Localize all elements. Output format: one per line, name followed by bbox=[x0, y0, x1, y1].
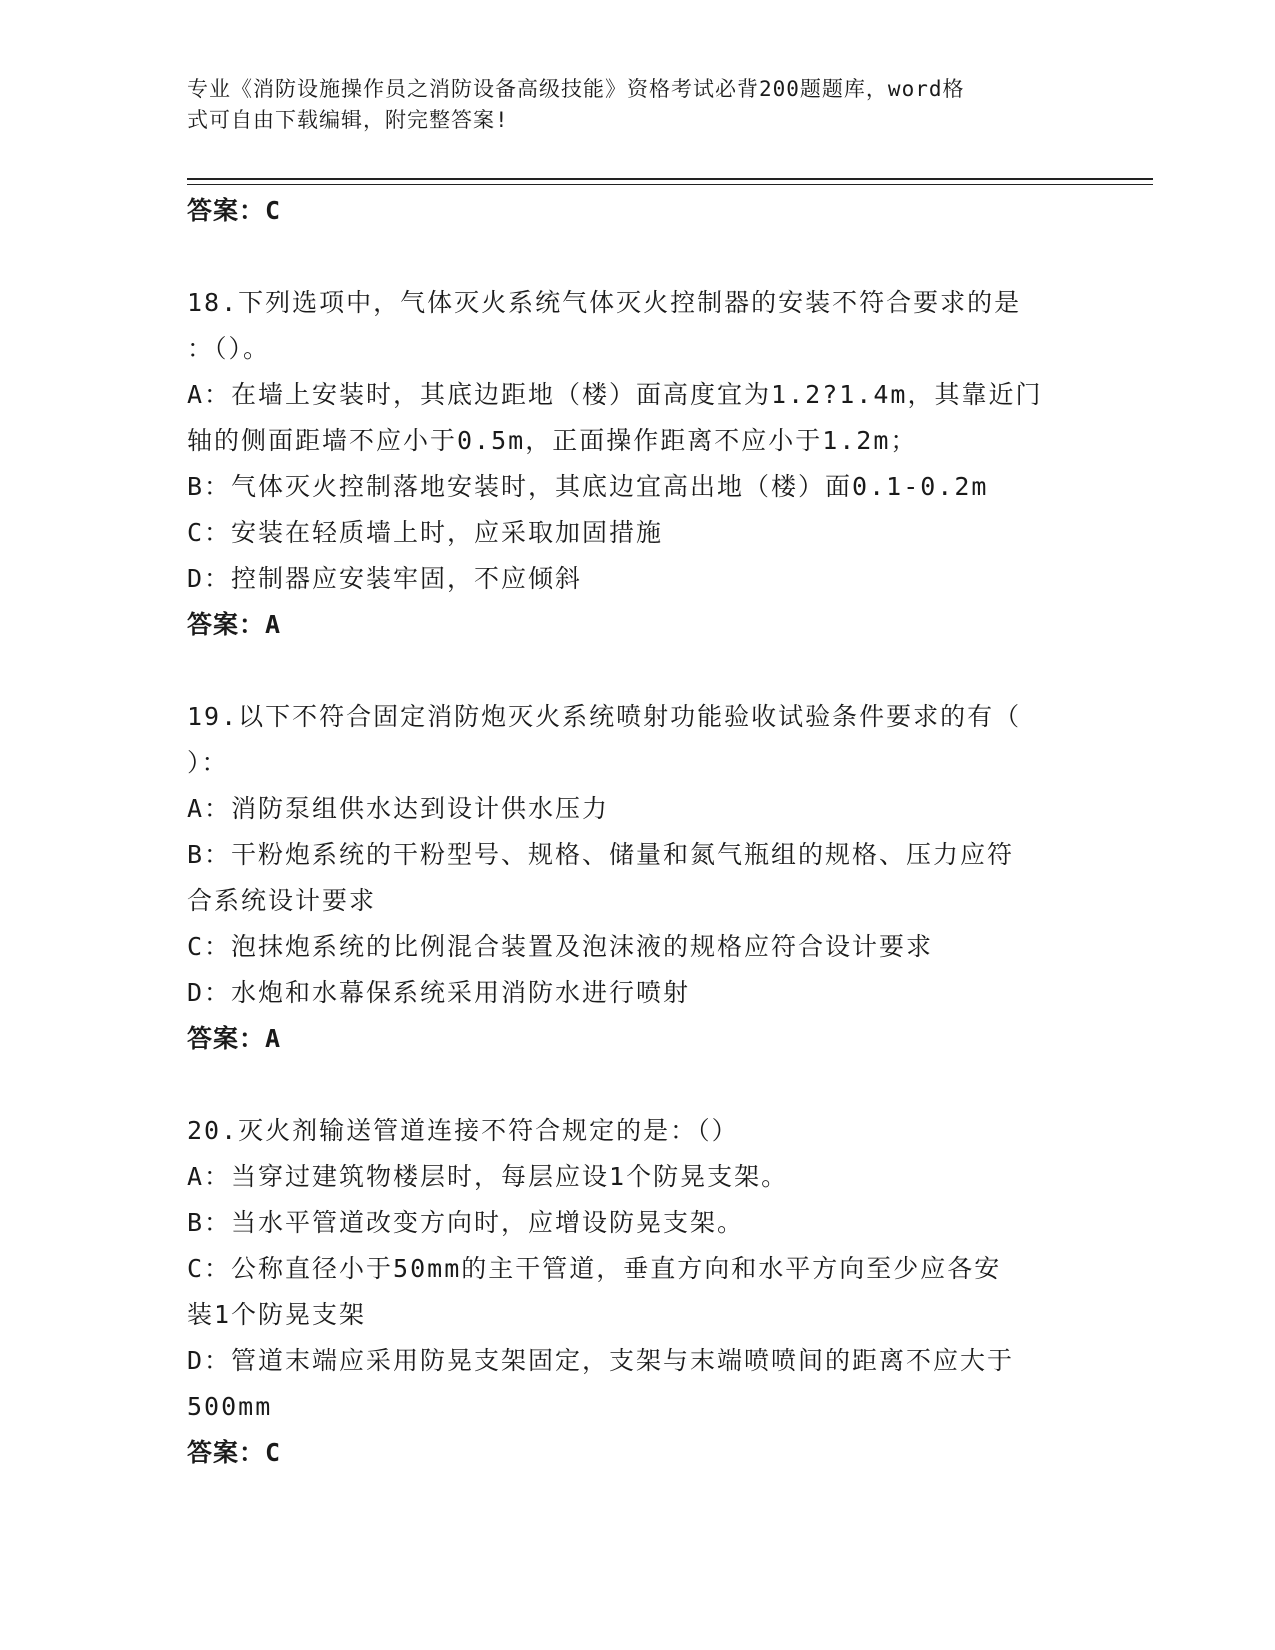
option-a: A：当穿过建筑物楼层时，每层应设1个防晃支架。 bbox=[187, 1162, 789, 1191]
option-b: B：气体灭火控制落地安装时，其底边宜高出地（楼）面0.1-0.2m bbox=[187, 472, 989, 501]
question-stem: ：（）。 bbox=[187, 334, 271, 363]
spacer bbox=[187, 648, 1087, 694]
option-a: 轴的侧面距墙不应小于0.5m，正面操作距离不应小于1.2m； bbox=[187, 426, 918, 455]
header-divider-thick bbox=[187, 178, 1153, 180]
option-d: D：控制器应安装牢固，不应倾斜 bbox=[187, 564, 583, 593]
answer-line: 答案：C bbox=[187, 1438, 282, 1467]
question-content bbox=[187, 188, 1087, 1476]
question-stem: 19.以下不符合固定消防炮灭火系统喷射功能验收试验条件要求的有（ bbox=[187, 702, 1022, 731]
option-c: C：公称直径小于50mm的主干管道，垂直方向和水平方向至少应各安 bbox=[187, 1254, 1002, 1283]
option-c: 装1个防晃支架 bbox=[187, 1300, 367, 1329]
header-line-1: 专业《消防设施操作员之消防设备高级技能》资格考试必背200题题库，word格 bbox=[187, 77, 965, 101]
spacer bbox=[187, 1062, 1087, 1108]
header-line-2: 式可自由下载编辑，附完整答案! bbox=[187, 108, 509, 132]
option-d: 500mm bbox=[187, 1392, 273, 1421]
answer-line: 答案：A bbox=[187, 1024, 282, 1053]
question-stem: ）： bbox=[187, 748, 229, 777]
answer-line: 答案：A bbox=[187, 610, 282, 639]
question-block bbox=[187, 1108, 1087, 1476]
question-block bbox=[187, 694, 1087, 1062]
option-b: B：当水平管道改变方向时，应增设防晃支架。 bbox=[187, 1208, 745, 1237]
question-block bbox=[187, 280, 1087, 648]
question-stem: 18.下列选项中，气体灭火系统气体灭火控制器的安装不符合要求的是 bbox=[187, 288, 1022, 317]
document-header bbox=[187, 74, 1087, 136]
option-b: 合系统设计要求 bbox=[187, 886, 377, 915]
option-a: A：消防泵组供水达到设计供水压力 bbox=[187, 794, 610, 823]
answer-line: 答案：C bbox=[187, 196, 282, 225]
option-d: D：水炮和水幕保系统采用消防水进行喷射 bbox=[187, 978, 691, 1007]
option-c: C：泡抹炮系统的比例混合装置及泡沫液的规格应符合设计要求 bbox=[187, 932, 934, 961]
header-divider-thin bbox=[187, 184, 1153, 185]
option-d: D：管道末端应采用防晃支架固定，支架与末端喷喷间的距离不应大于 bbox=[187, 1346, 1015, 1375]
question-stem: 20.灭火剂输送管道连接不符合规定的是：（） bbox=[187, 1116, 739, 1145]
option-a: A：在墙上安装时，其底边距地（楼）面高度宜为1.2?1.4m，其靠近门 bbox=[187, 380, 1043, 409]
spacer bbox=[187, 234, 1087, 280]
option-b: B：干粉炮系统的干粉型号、规格、储量和氮气瓶组的规格、压力应符 bbox=[187, 840, 1015, 869]
option-c: C：安装在轻质墙上时，应采取加固措施 bbox=[187, 518, 664, 547]
